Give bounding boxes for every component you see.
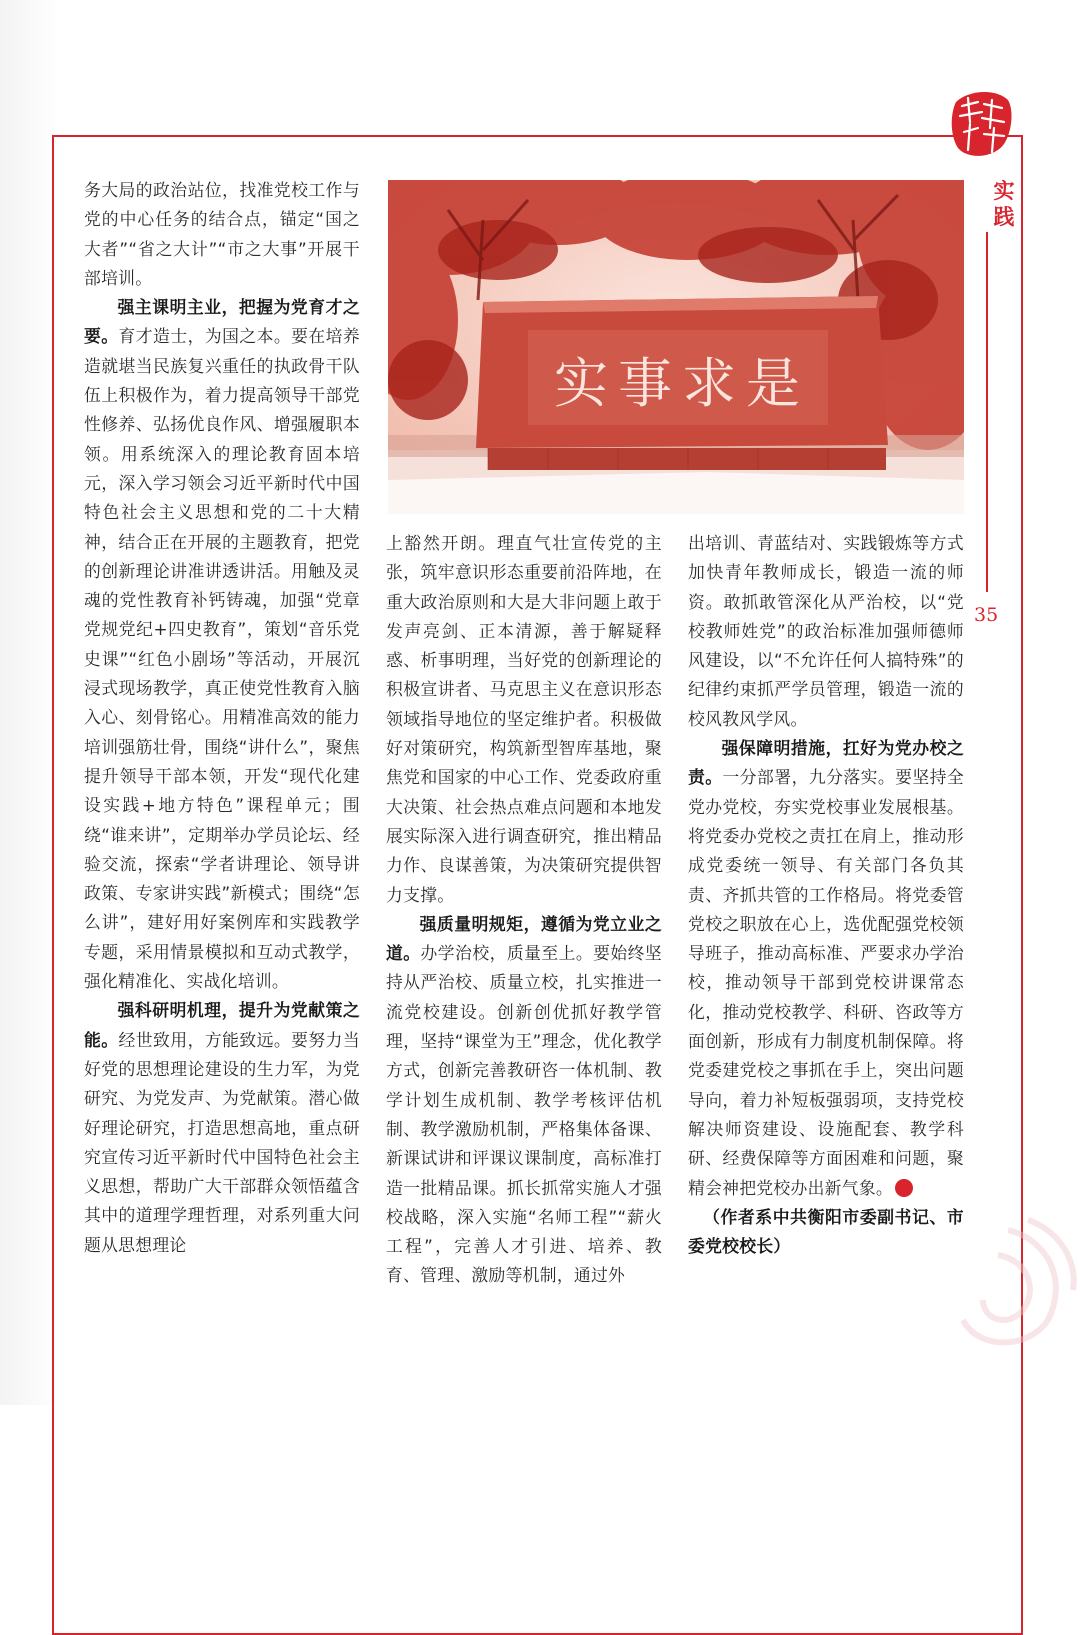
paragraph: 出培训、青蓝结对、实践锻炼等方式加快青年教师成长，锻造一流的师资。敢抓敢管深化从严治校，以“党校教师姓党”的政治标准加强师德师风建设，以“不允许任何人搞特殊”的纪律约束抓严学员管理，锻造一流的校风教风学风。 [688, 533, 964, 729]
paragraph [688, 734, 964, 1203]
section-label: 实践 [993, 179, 1015, 229]
paragraph: 务大局的政治站位，找准党校工作与党的中心任务的结合点，锚定“国之大者”“省之大计”“市之大事”开展干部培训。 [84, 180, 360, 288]
paragraph [84, 996, 360, 1260]
page-number: 35 [974, 604, 999, 626]
magazine-logo [948, 88, 1014, 160]
article-column-1 [84, 176, 360, 1260]
paragraph [386, 910, 662, 1291]
paragraph-body: 办学治校，质量至上。要始终坚持从严治校、质量立校，扎实推进一流党校建设。创新创优抓好教学管理，坚持“课堂为王”理念，优化教学方式，创新完善教研咨一体机制、教学计划生成机制、教学考核评估机制、教学激励机制，严格集体备课、新课试讲和评课议课制度，高标准打造一批精品课。抓长抓常实施人才强校战略，深入实施“名师工程”“薪火工程”，完善人才引进、培养、教育、管理、激励等机制，通过外 [386, 943, 662, 1286]
paragraph-body: 育才造士，为国之本。要在培养造就堪当民族复兴重任的执政骨干队伍上积极作为，着力提高领导干部党性修养、弘扬优良作风、增强履职本领。用系统深入的理论教育固本培元，深入学习领会习近平新时代中国特色社会主义思想和党的二十大精神，结合正在开展的主题教育，把党的创新理论讲准讲透讲活。用触及灵魂的党性教育补钙铸魂，加强“党章党规党纪+四史教育”，策划“音乐党史课”“红色小剧场”等活动，开展沉浸式现场教学，真正使党性教育入脑入心、刻骨铭心。用精准高效的能力培训强筋壮骨，围绕“讲什么”，聚焦提升领导干部本领，开发“现代化建设实践+地方特色”课程单元；围绕“谁来讲”，定期举办学员论坛、经验交流，探索“学者讲理论、领导讲政策、专家讲实践”新模式；围绕“怎么讲”，建好用好案例库和实践教学专题，采用情景模拟和互动式教学，强化精准化、实战化培训。 [84, 326, 360, 992]
flower-watermark-icon [938, 1210, 1078, 1360]
section-heading: 强质量明规矩，遵循为党立业之道。 [386, 913, 662, 964]
section-heading: 强主课明主业，把握为党育才之要。 [84, 297, 360, 347]
section-heading: 强保障明措施，扛好为党办校之责。 [688, 738, 964, 788]
article-column-3 [688, 529, 964, 1261]
section-rule [986, 232, 988, 592]
stone-inscription-text: 实事求是 [554, 352, 810, 415]
paragraph-body: 经世致用，方能致远。要努力当好党的思想理论建设的生力军，为党研究、为党发声、为党献策。潜心做好理论研究，打造思想高地，重点研究宣传习近平新时代中国特色社会主义思想，帮助广大干部群众领悟蕴含其中的道理学理哲理，对系列重大问题从思想理论 [84, 1029, 360, 1255]
stone-inscription-photo [388, 180, 964, 514]
paragraph-body: 一分部署，九分落实。要坚持全党办党校，夯实党校事业发展根基。将党委办党校之责扛在肩上，推动形成党委统一领导、有关部门各负其责、齐抓共管的工作格局。将党委管党校之职放在心上，选优配强党校领导班子，推动高标准、严要求办学治校，推动领导干部到党校讲课常态化，推动党校教学、科研、咨政等方面创新，形成有力制度机制保障。将党委建党校之事抓在手上，突出问题导向，着力补短板强弱项，支持党校解决师资建设、设施配套、教学科研、经费保障等方面困难和问题，聚精会神把党校办出新气象。 [688, 767, 964, 1198]
paragraph [84, 293, 360, 996]
section-heading: 强科研明机理，提升为党献策之能。 [84, 1000, 360, 1050]
page-edge-shadow [0, 0, 60, 1405]
paragraph: 上豁然开朗。理直气壮宣传党的主张，筑牢意识形态重要前沿阵地，在重大政治原则和大是大非问题上敢于发声亮剑、正本清源，善于解疑释惑、析事明理，当好党的创新理论的积极宣讲者、马克思主义在意识形态领域指导地位的坚定维护者。积极做好对策研究，构筑新型智库基地，聚焦党和国家的中心工作、党委政府重大决策、社会热点难点问题和本地发展实际深入进行调查研究，推出精品力作、良谋善策，为决策研究提供智力支撑。 [386, 533, 662, 905]
article-column-2 [386, 529, 662, 1291]
end-mark-icon [895, 1179, 913, 1197]
author-byline: （作者系中共衡阳市委副书记、市委党校校长） [688, 1206, 964, 1257]
